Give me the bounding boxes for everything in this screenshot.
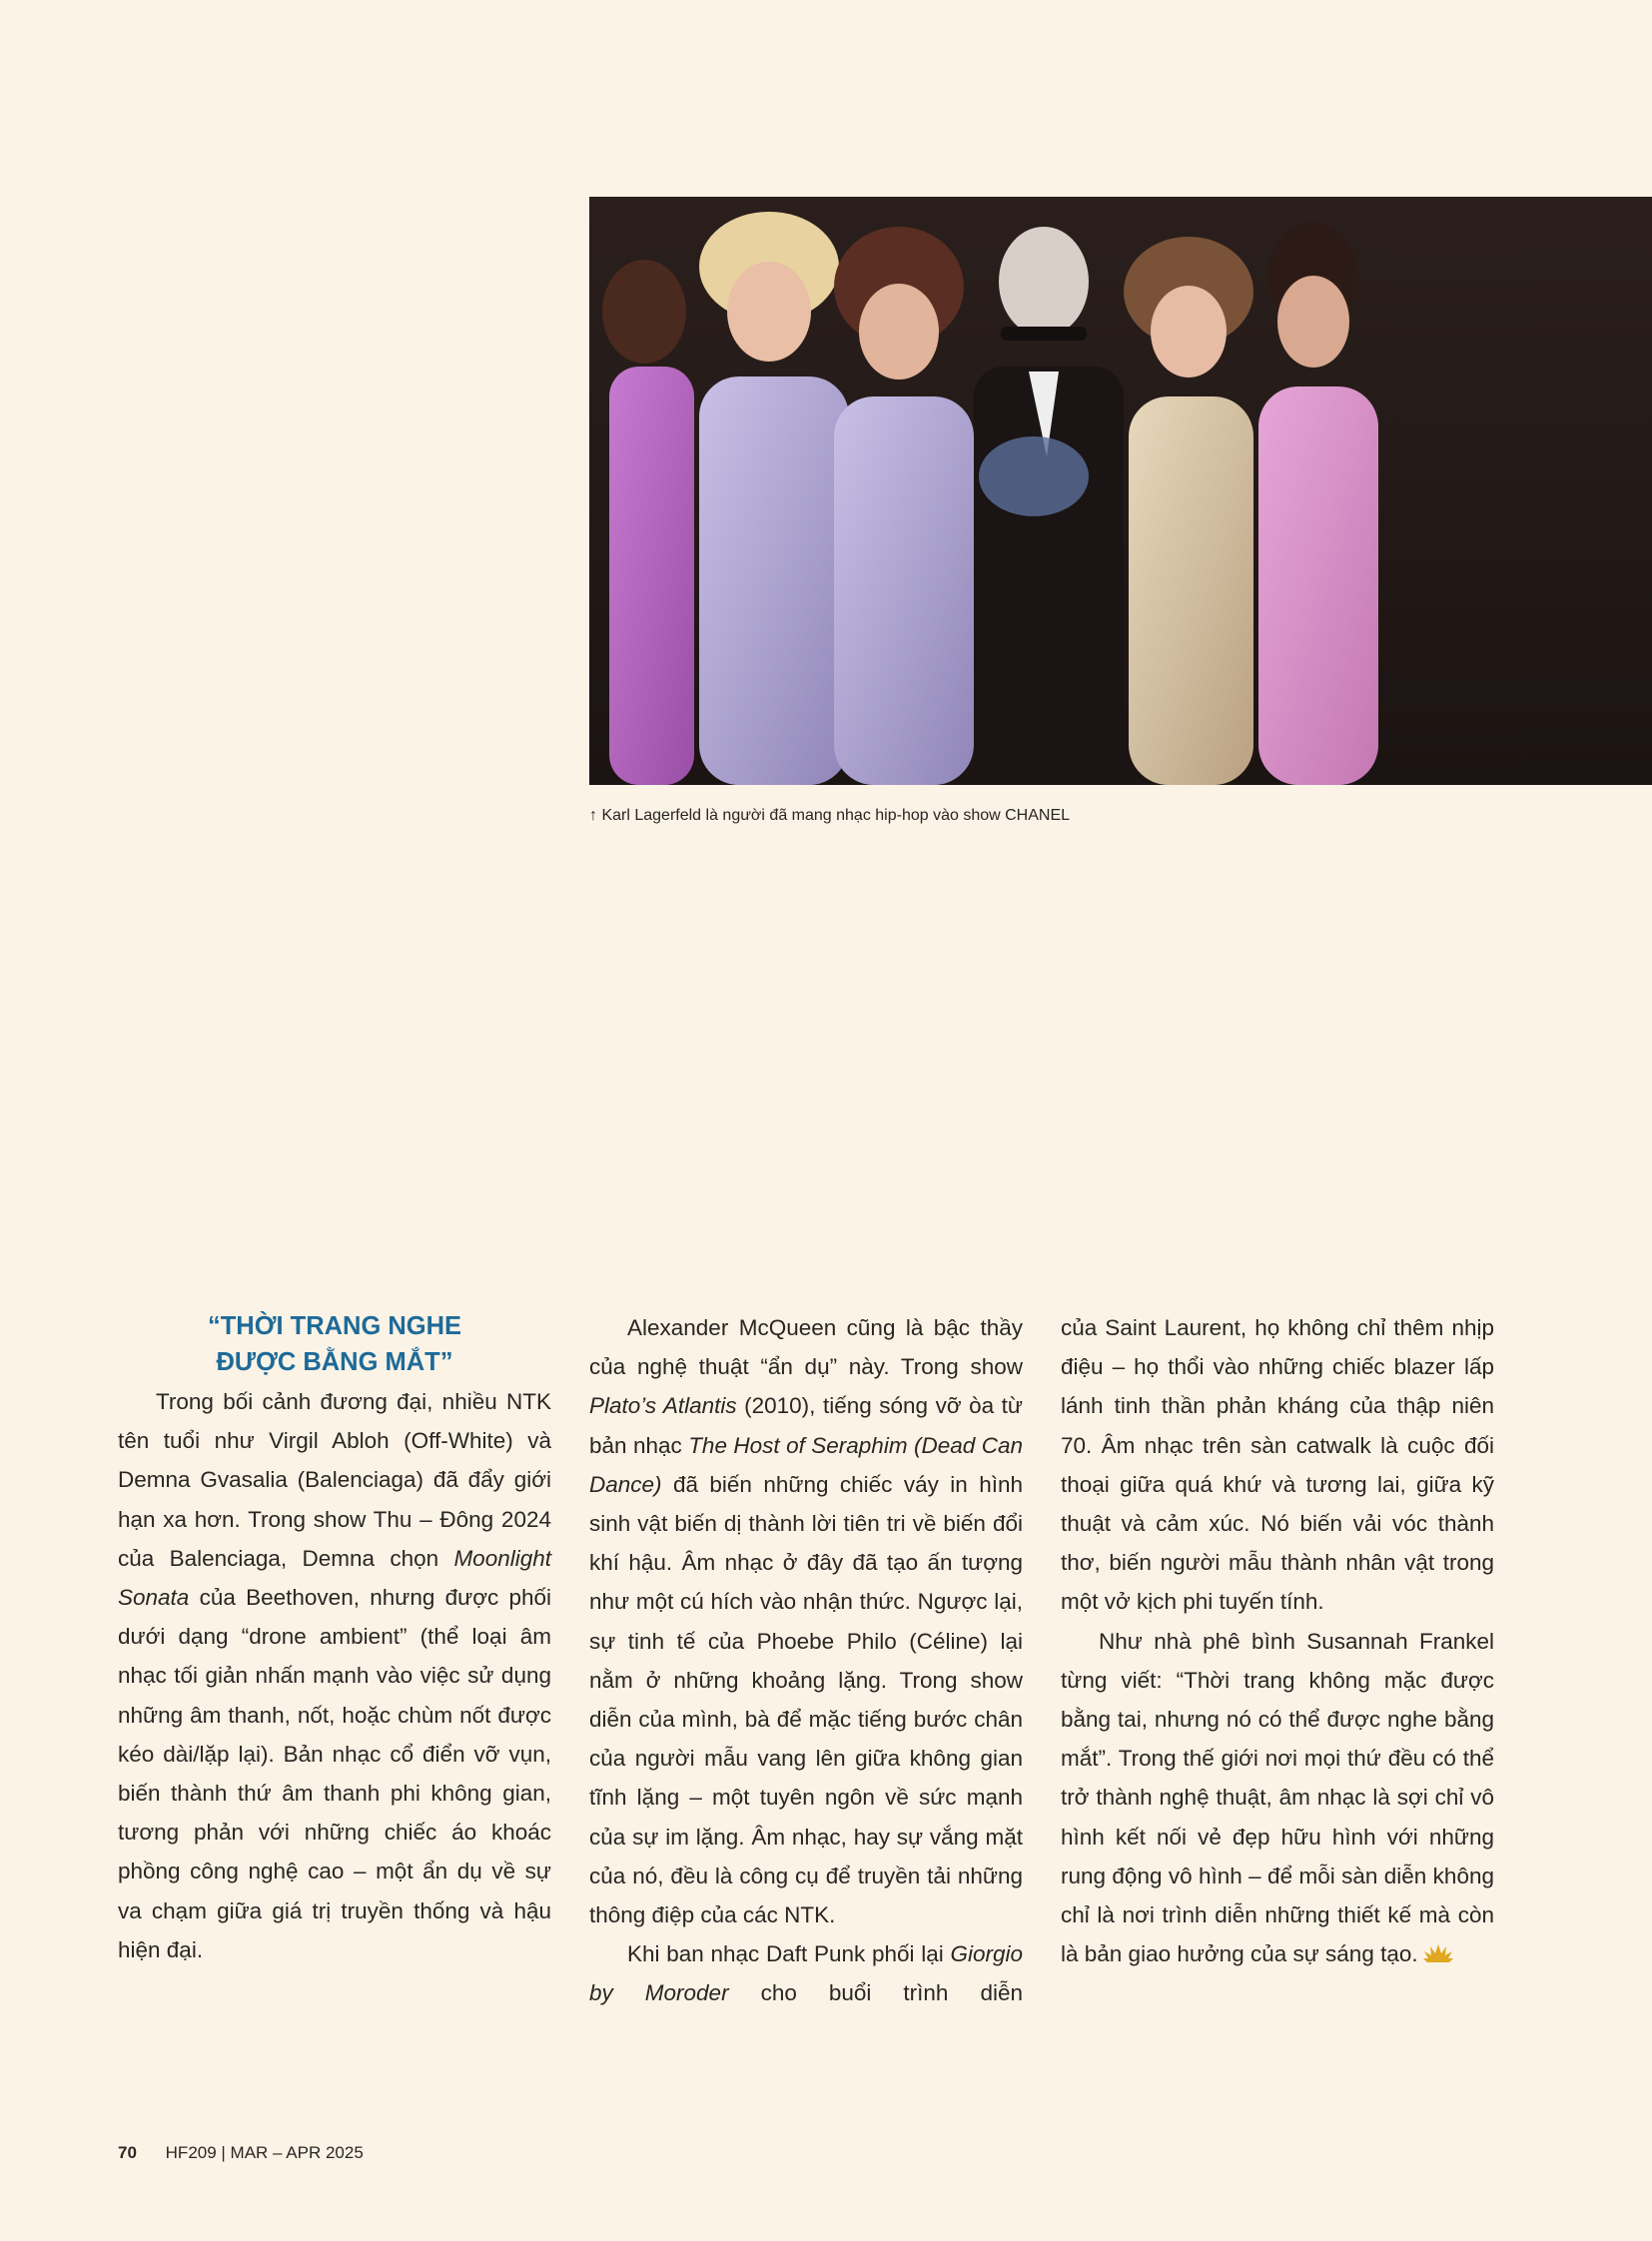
page-footer [118, 2143, 364, 2163]
runway-photo [589, 197, 1652, 785]
heading-line-1: “THỜI TRANG NGHE [207, 1312, 462, 1340]
article-column-2 [589, 1308, 1023, 2013]
paragraph [589, 1308, 1023, 1934]
photo-illustration [589, 197, 1652, 785]
paragraph [118, 1382, 551, 1969]
article-column-3 [1061, 1308, 1494, 1973]
photo-caption [589, 807, 1070, 825]
text-run: của Saint Laurent, họ không chỉ thêm nhịp điệu – họ thổi vào những chiếc blazer lấp lánh tinh thần phản kháng của thập niên 70. Âm nhạc trên sàn catwalk là cuộc đối thoại giữa quá khứ và tương lai, giữa kỹ thuật và cảm xúc. Nó biến vải vóc thành thơ, biến người mẫu thành nhân vật trong một vở kịch phi tuyến tính. [1061, 1315, 1494, 1615]
page-number: 70 [118, 2143, 137, 2162]
italic-title: Plato’s Atlantis [589, 1393, 737, 1419]
text-run: Khi ban nhạc Daft Punk phối lại [627, 1941, 951, 1967]
heading-line-2: ĐƯỢC BẰNG MẮT” [216, 1348, 453, 1376]
issue-info: HF209 | MAR – APR 2025 [165, 2143, 364, 2162]
italic-title: Giorgio by Moroder [589, 1941, 1023, 2006]
text-run: (2010), tiếng sóng vỡ òa từ bản nhạc [589, 1393, 1023, 1458]
text-run: Alexander McQueen cũng là bậc thầy của nghệ thuật “ẩn dụ” này. Trong show [589, 1315, 1023, 1380]
caption-text: Karl Lagerfeld là người đã mang nhạc hip-hop vào show CHANEL [601, 807, 1071, 824]
text-run: Như nhà phê bình Susannah Frankel từng viết: “Thời trang không mặc được bằng tai, nhưng nó có thể được nghe bằng mắt”. Trong thế giới nơi mọi thứ đều có thể trở thành nghệ thuật, âm nhạc là sợi chỉ vô hình kết nối vẻ đẹp hữu hình với những rung động vô hình – để mỗi sàn diễn không chỉ là nơi trình diễn những thiết kế mà còn là bản giao hưởng của sự sáng tạo. [1061, 1628, 1494, 1967]
paragraph [589, 1934, 1023, 2012]
text-run: của Beethoven, nhưng được phối dưới dạng “drone ambient” (thể loại âm nhạc tối giản nhấn mạnh vào việc sử dụng những âm thanh, nốt, hoặc chùm nốt được kéo dài/lặp lại). Bản nhạc cổ điển vỡ vụn, biến thành thứ âm thanh phi không gian, tương phản với những chiếc áo khoác phồng công nghệ cao – một ẩn dụ về sự va chạm giữa giá trị truyền thống và hậu hiện đại. [118, 1585, 551, 1962]
paragraph [1061, 1622, 1494, 1974]
arrow-up-icon: ↑ [589, 807, 597, 824]
text-run: Trong bối cảnh đương đại, nhiều NTK tên tuổi như Virgil Abloh (Off-White) và Demna Gvasalia (Balenciaga) đã đẩy giới hạn xa hơn. Trong show Thu – Đông 2024 của Balenciaga, Demna chọn [118, 1389, 551, 1571]
paragraph [1061, 1308, 1494, 1622]
text-run: cho buổi trình diễn [728, 1980, 1023, 2006]
section-heading [118, 1308, 551, 1380]
lotus-icon [1422, 1943, 1454, 1963]
text-run: đã biến những chiếc váy in hình sinh vật biến dị thành lời tiên tri về biến đổi khí hậu. Âm nhạc ở đây đã tạo ấn tượng như một cú hích vào nhận thức. Ngược lại, sự tinh tế của Phoebe Philo (Céline) lại nằm ở những khoảng lặng. Trong show diễn của mình, bà để mặc tiếng bước chân của người mẫu vang lên giữa không gian tĩnh lặng – một tuyên ngôn về sức mạnh của sự im lặng. Âm nhạc, hay sự vắng mặt của nó, đều là công cụ để truyền tải những thông điệp của các NTK. [589, 1471, 1023, 1928]
italic-title: Moonlight Sonata [118, 1545, 551, 1611]
italic-title: The Host of Seraphim (Dead Can Dance) [589, 1432, 1023, 1497]
article-column-1 [118, 1308, 551, 1969]
